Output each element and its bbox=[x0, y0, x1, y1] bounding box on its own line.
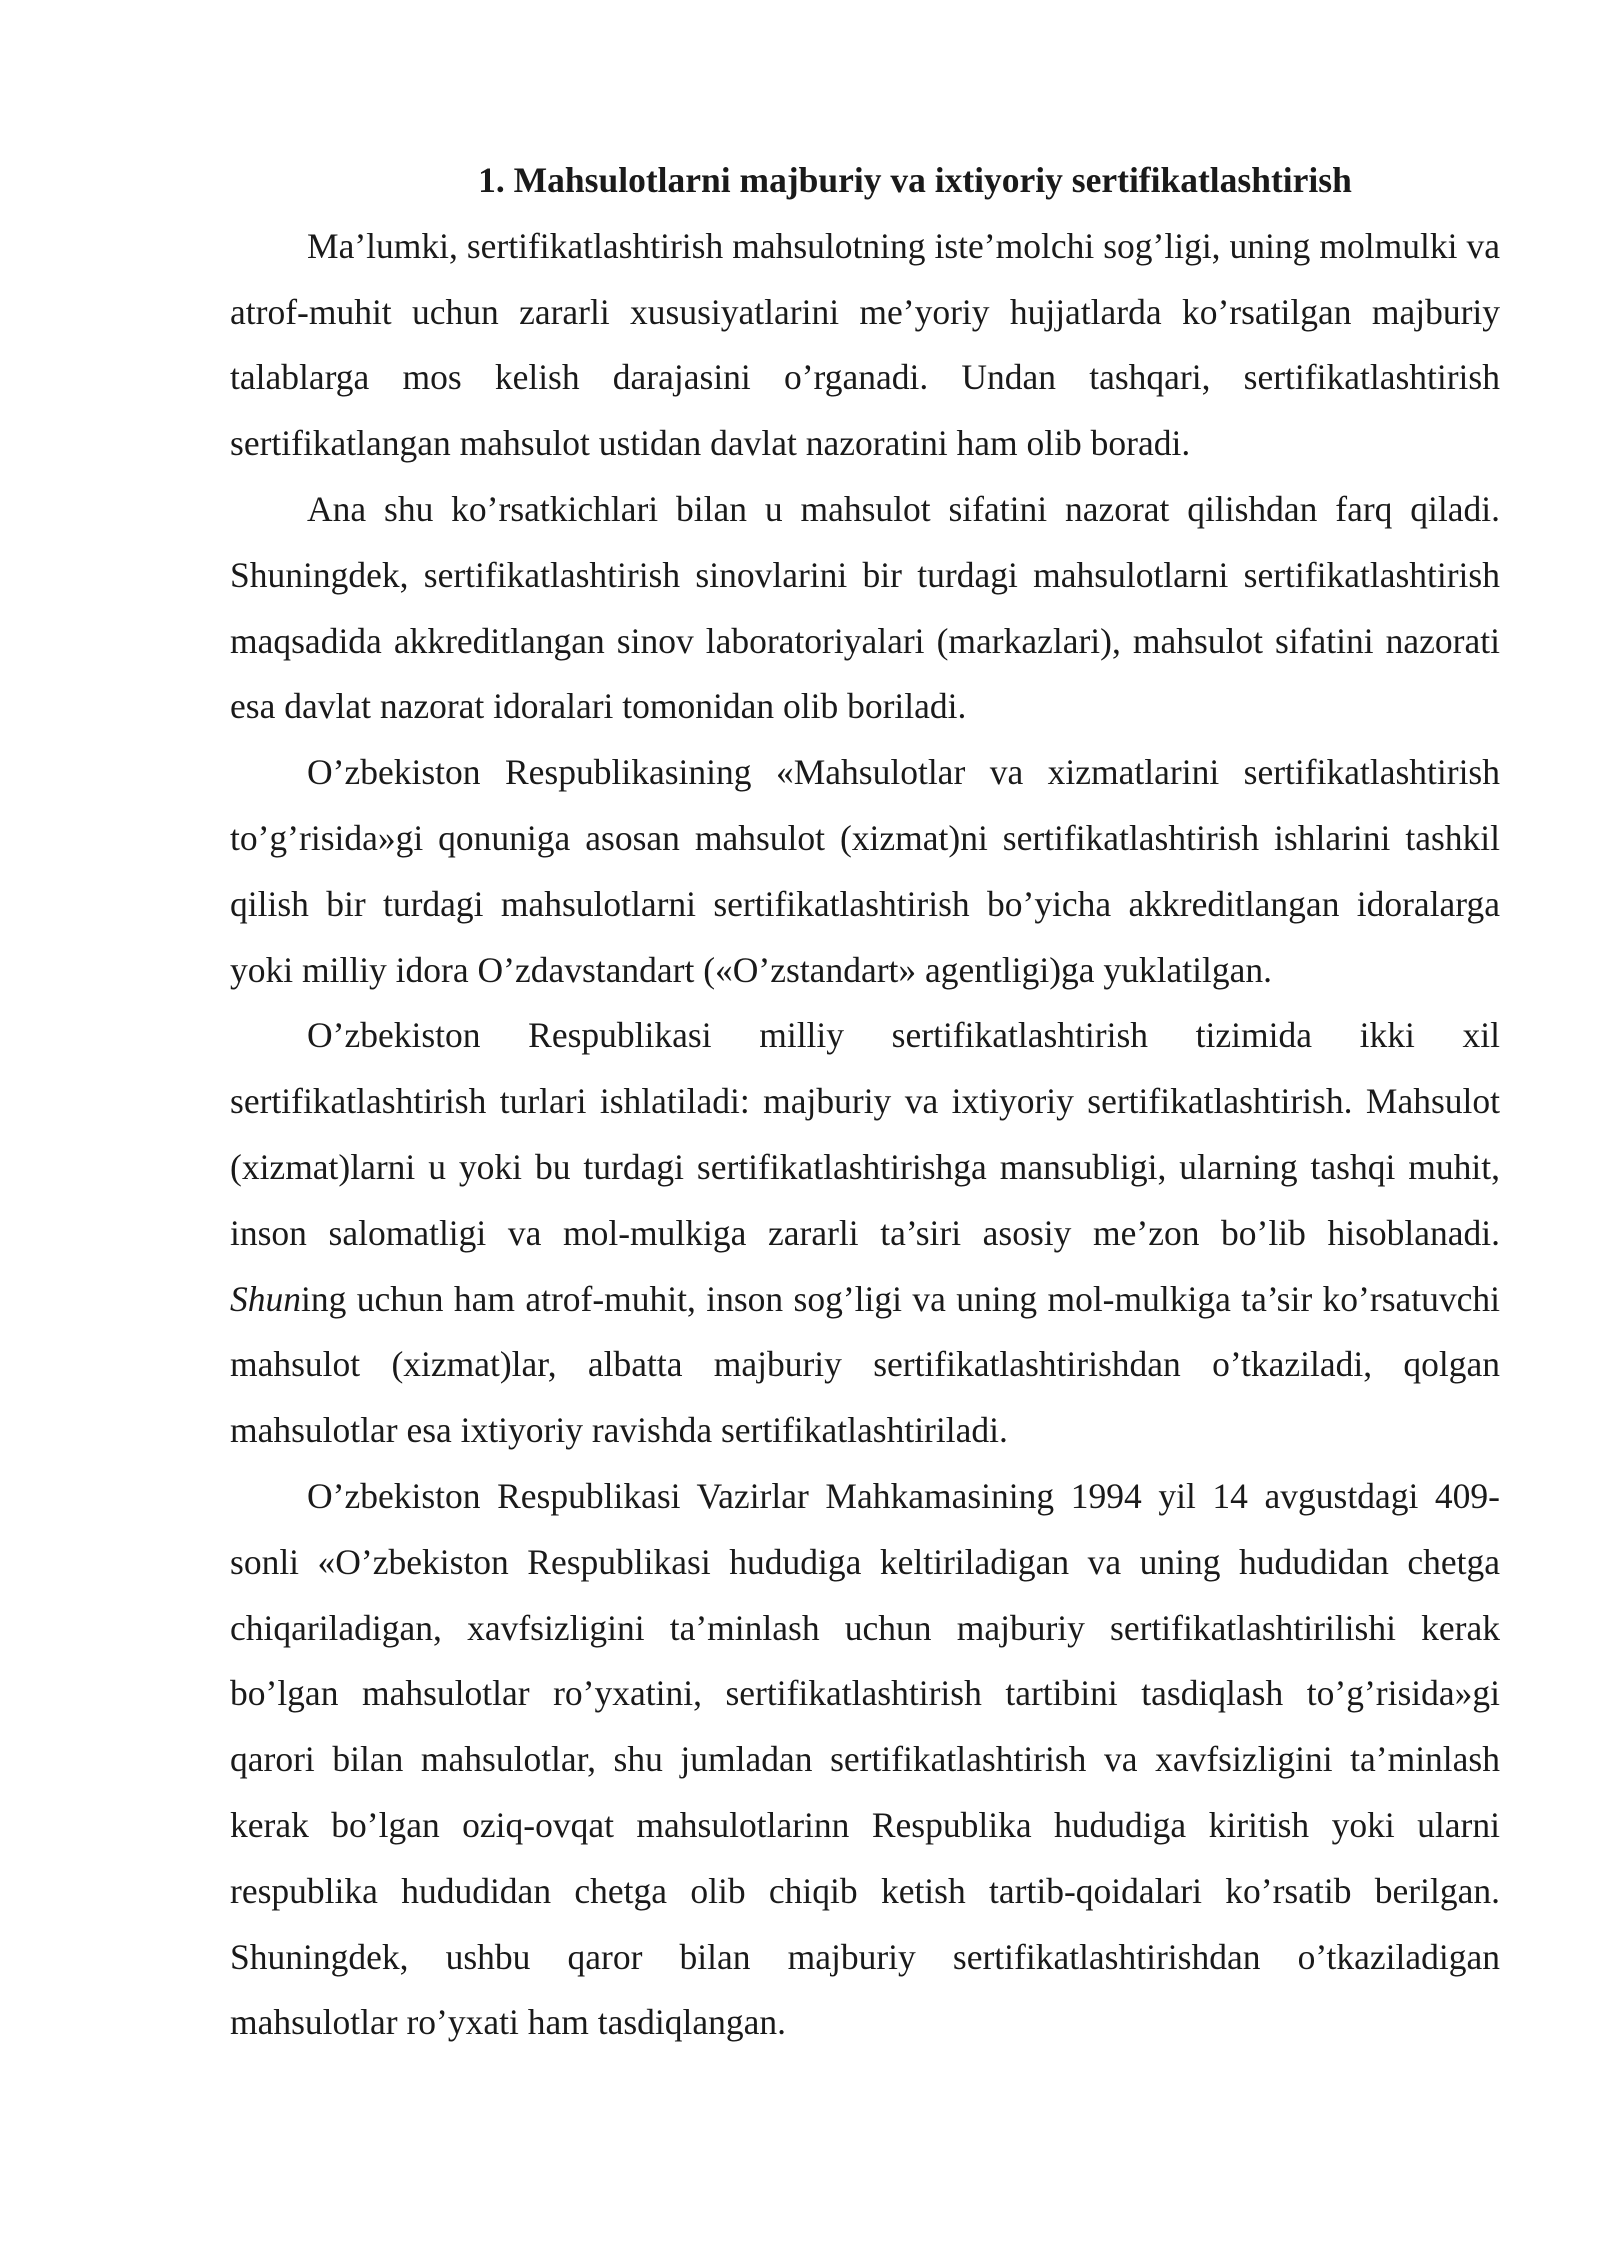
paragraph-1: Ma’lumki, sertifikatlashtirish mahsulotning iste’molchi sog’ligi, uning molmulki va atrof-muhit uchun zararli xususiyatlarini me’yoriy hujjatlarda ko’rsatilgan majburiy talablarga mos kelish darajasini o’rganadi. Undan tashqari, sertifikatlashtirish sertifikatlangan mahsulot ustidan davlat nazoratini ham olib boradi. bbox=[230, 225, 1500, 464]
paragraph-4-text-after: ing uchun ham atrof-muhit, inson sog’ligi va uning mol-mulkiga ta’sir ko’rsatuvchi mahsulot (xizmat)lar, albatta majburiy sertifikatlashtirishdan o’tkaziladi, qolgan mahsulotlar esa ixtiyoriy ravishda sertifikatlashtiriladi. bbox=[230, 1278, 1500, 1451]
document-page bbox=[230, 148, 1500, 2056]
paragraph-2: Ana shu ko’rsatkichlari bilan u mahsulot sifatini nazorat qilishdan farq qiladi. Shuningdek, sertifikatlashtirish sinovlarini bir turdagi mahsulotlarni sertifikatlashtirish maqsadida akkreditlangan sinov laboratoriyalari (markazlari), mahsulot sifatini nazorati esa davlat nazorat idoralari tomonidan olib boriladi. bbox=[230, 488, 1500, 727]
paragraph-4 bbox=[230, 1003, 1500, 1464]
paragraph-4-text-before: O’zbekiston Respublikasi milliy sertifikatlashtirish tizimida ikki xil sertifikatlashtirish turlari ishlatiladi: majburiy va ixtiyoriy sertifikatlashtirish. Mahsulot (xizmat)larni u yoki bu turdagi sertifikatlashtirishga mansubligi, ularning tashqi muhit, inson salomatligi va mol-mulkiga zararli ta’siri asosiy me’zon bo’lib hisoblanadi. bbox=[230, 1015, 1500, 1253]
section-title: 1. Mahsulotlarni majburiy va ixtiyoriy sertifikatlashtirish bbox=[478, 160, 1352, 200]
paragraph-4-italic-fragment: Shun bbox=[230, 1278, 301, 1319]
paragraph-5: O’zbekiston Respublikasi Vazirlar Mahkamasining 1994 yil 14 avgustdagi 409-sonli «O’zbekiston Respublikasi hududiga keltiriladigan va uning hududidan chetga chiqariladigan, xavfsizligini ta’minlash uchun majburiy sertifikatlashtirilishi kerak bo’lgan mahsulotlar ro’yxatini, sertifikatlashtirish tartibini tasdiqlash to’g’risida»gi qarori bilan mahsulotlar, shu jumladan sertifikatlashtirish va xavfsizligini ta’minlash kerak bo’lgan oziq-ovqat mahsulotlarinn Respublika hududiga kiritish yoki ularni respublika hududidan chetga olib chiqib ketish tartib-qoidalari ko’rsatib berilgan. Shuningdek, ushbu qaror bilan majburiy sertifikatlashtirishdan o’tkaziladigan mahsulotlar ro’yxati ham tasdiqlangan. bbox=[230, 1475, 1500, 2043]
paragraph-3: O’zbekiston Respublikasining «Mahsulotlar va xizmatlarini sertifikatlashtirish to’g’risida»gi qonuniga asosan mahsulot (xizmat)ni sertifikatlashtirish ishlarini tashkil qilish bir turdagi mahsulotlarni sertifikatlashtirish bo’yicha akkreditlangan idoralarga yoki milliy idora O’zdavstandart («O’zstandart» agentligi)ga yuklatilgan. bbox=[230, 752, 1500, 990]
